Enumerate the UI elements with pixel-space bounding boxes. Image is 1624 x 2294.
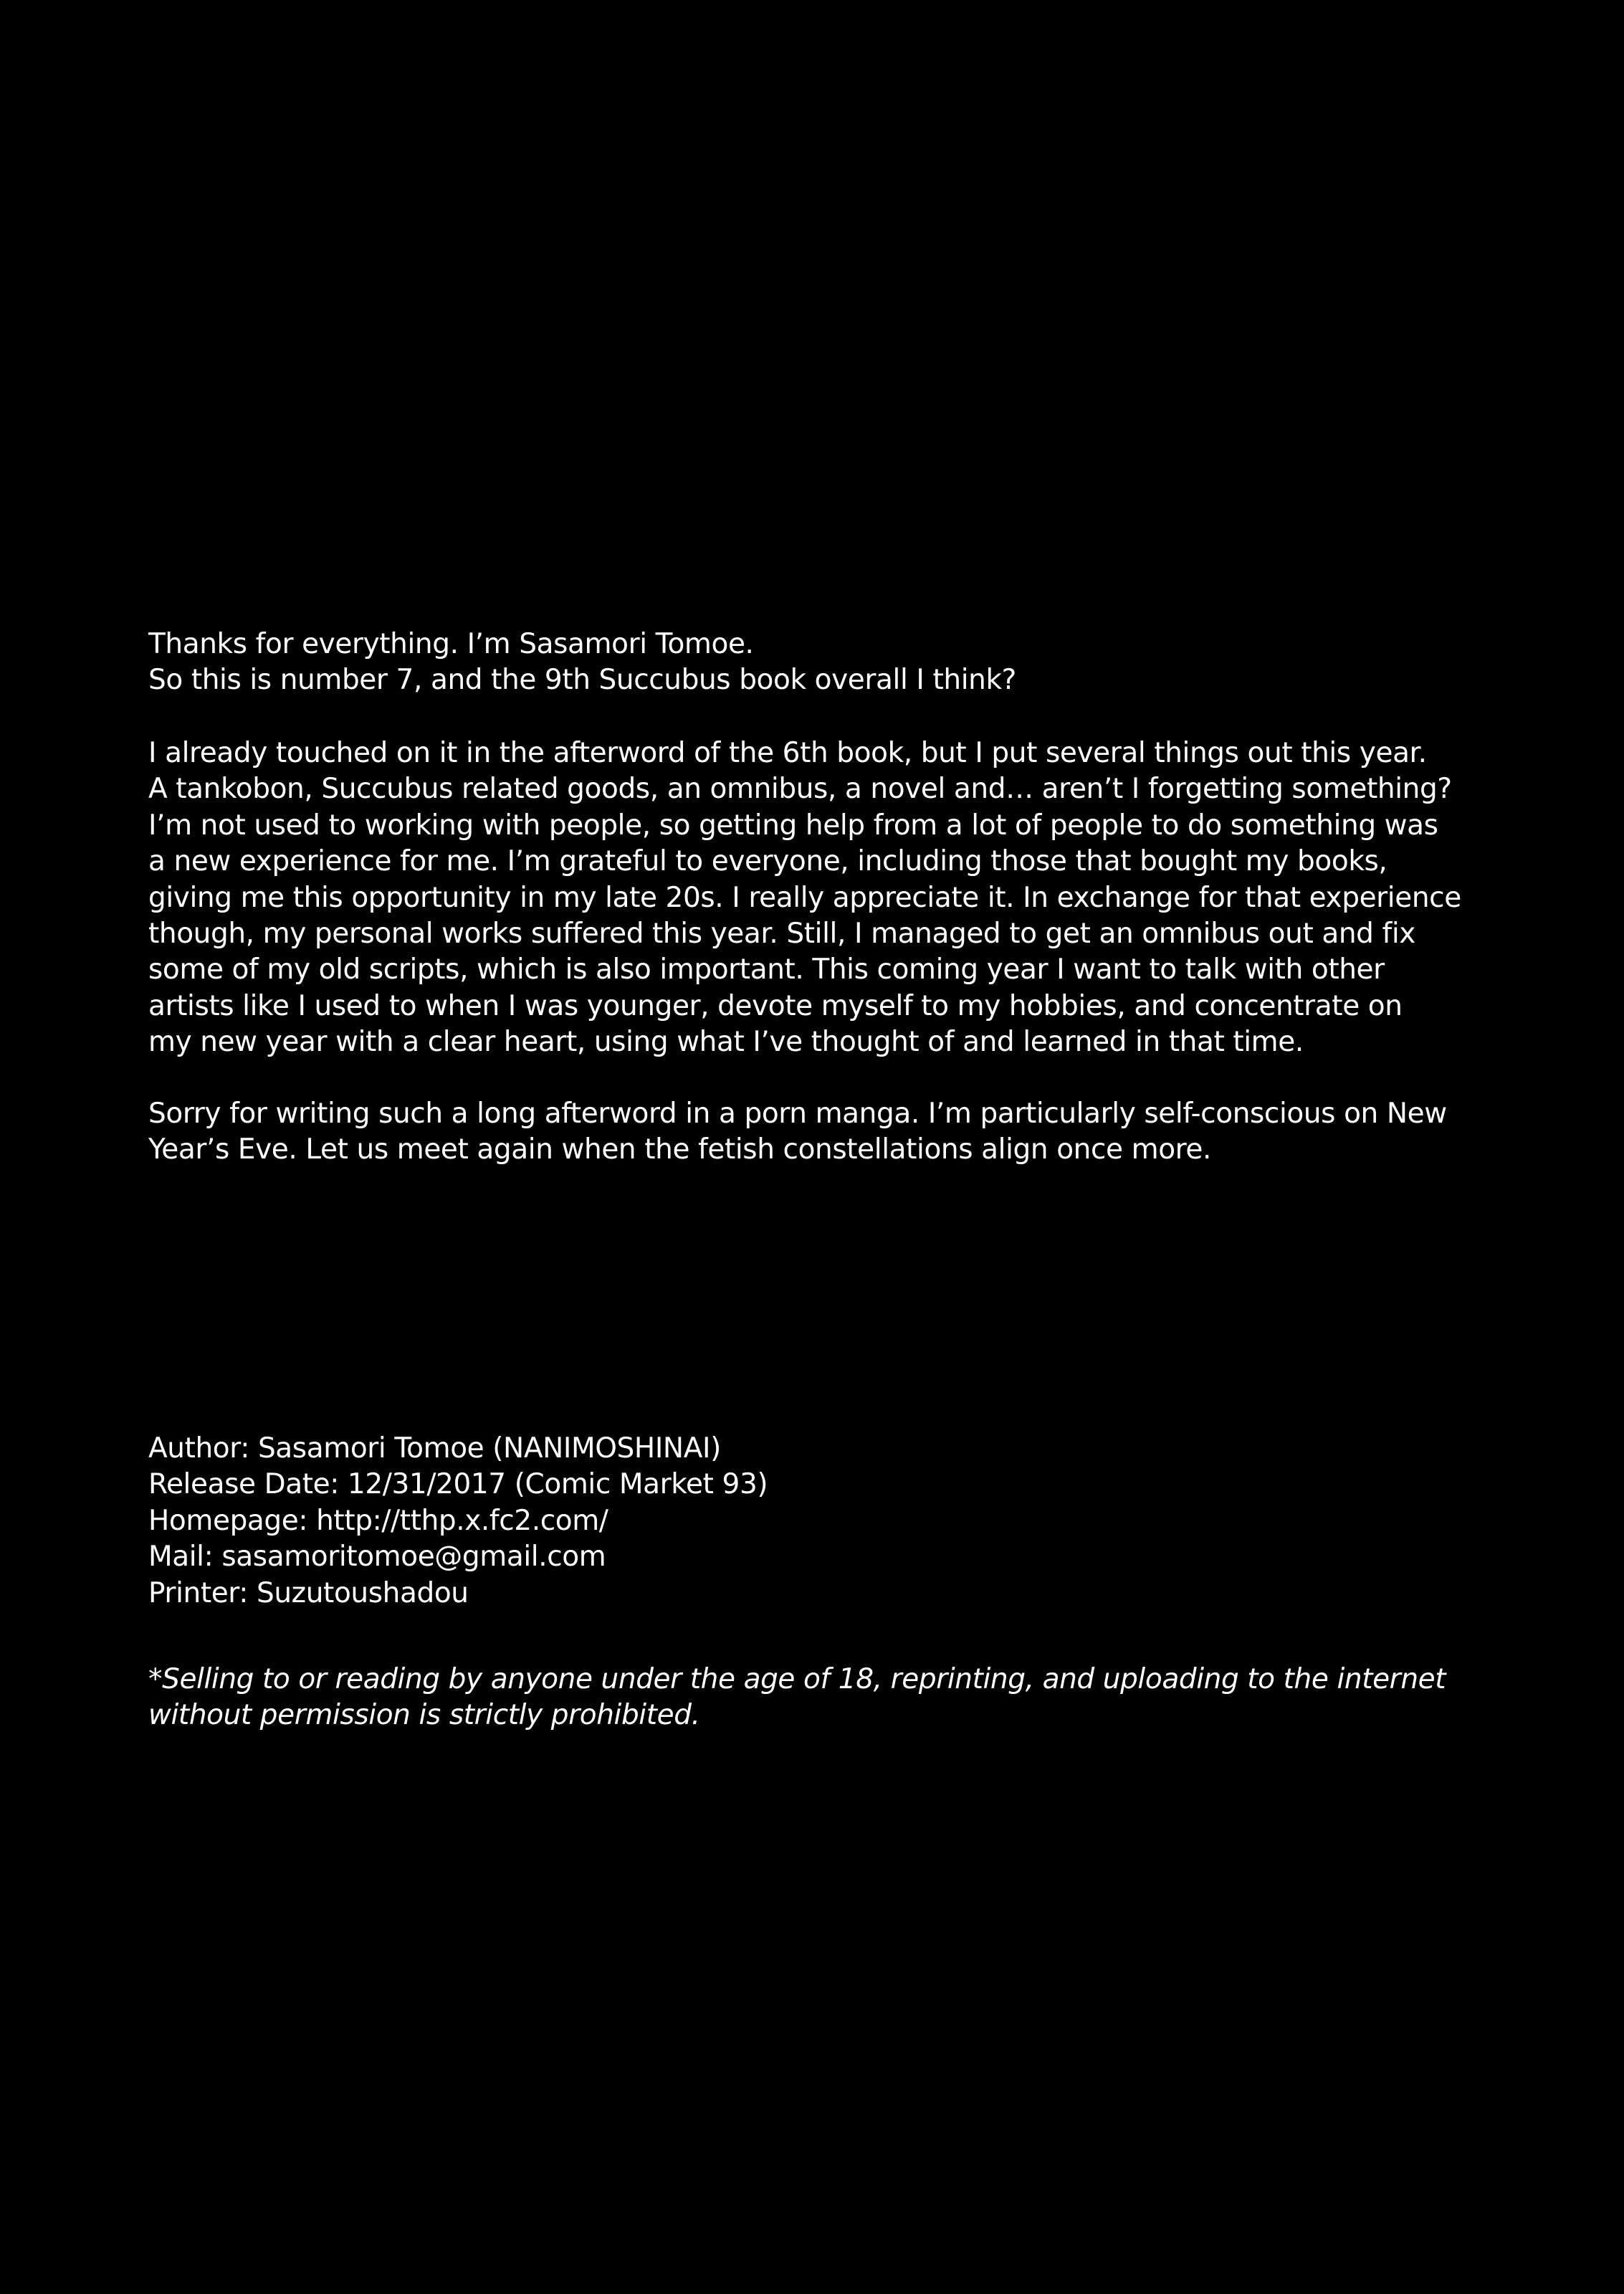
credit-mail: Mail: sasamoritomoe@gmail.com bbox=[148, 1541, 606, 1574]
body-line: A tankobon, Succubus related goods, an omnibus, a novel and… aren’t I forgetting something? bbox=[148, 773, 1452, 806]
credit-homepage: Homepage: http://tthp.x.fc2.com/ bbox=[148, 1504, 608, 1537]
credit-printer: Printer: Suzutoushadou bbox=[148, 1576, 469, 1609]
body-line: I already touched on it in the afterword of the 6th book, but I put several things out this year. bbox=[148, 737, 1427, 769]
legal-notice bbox=[148, 1662, 1510, 1734]
body-line: giving me this opportunity in my late 20s. I really appreciate it. In exchange for that experience bbox=[148, 881, 1461, 914]
intro-line: Thanks for everything. I’m Sasamori Tomoe. bbox=[148, 628, 754, 660]
afterword-closing bbox=[148, 1096, 1510, 1169]
afterword-intro bbox=[148, 627, 1510, 699]
credit-author: Author: Sasamori Tomoe (NANIMOSHINAI) bbox=[148, 1432, 721, 1465]
body-line: I’m not used to working with people, so getting help from a lot of people to do something was bbox=[148, 809, 1438, 842]
intro-line: So this is number 7, and the 9th Succubus book overall I think? bbox=[148, 664, 1016, 697]
notice-line: without permission is strictly prohibited. bbox=[148, 1699, 700, 1732]
colophon-credits bbox=[148, 1431, 1510, 1612]
body-line: though, my personal works suffered this year. Still, I managed to get an omnibus out and fix bbox=[148, 918, 1415, 951]
body-line: a new experience for me. I’m grateful to everyone, including those that bought my books, bbox=[148, 845, 1387, 878]
credit-release-date: Release Date: 12/31/2017 (Comic Market 93) bbox=[148, 1468, 768, 1501]
body-line: my new year with a clear heart, using what I’ve thought of and learned in that time. bbox=[148, 1026, 1304, 1059]
afterword-body-paragraph bbox=[148, 736, 1510, 1061]
closing-line: Year’s Eve. Let us meet again when the fetish constellations align once more. bbox=[148, 1133, 1212, 1166]
body-line: some of my old scripts, which is also important. This coming year I want to talk with other bbox=[148, 953, 1385, 986]
notice-line: *Selling to or reading by anyone under the age of 18, reprinting, and uploading to the internet bbox=[148, 1663, 1446, 1695]
body-line: artists like I used to when I was younger, devote myself to my hobbies, and concentrate on bbox=[148, 989, 1403, 1022]
closing-line: Sorry for writing such a long afterword in a porn manga. I’m particularly self-conscious on New bbox=[148, 1098, 1447, 1130]
